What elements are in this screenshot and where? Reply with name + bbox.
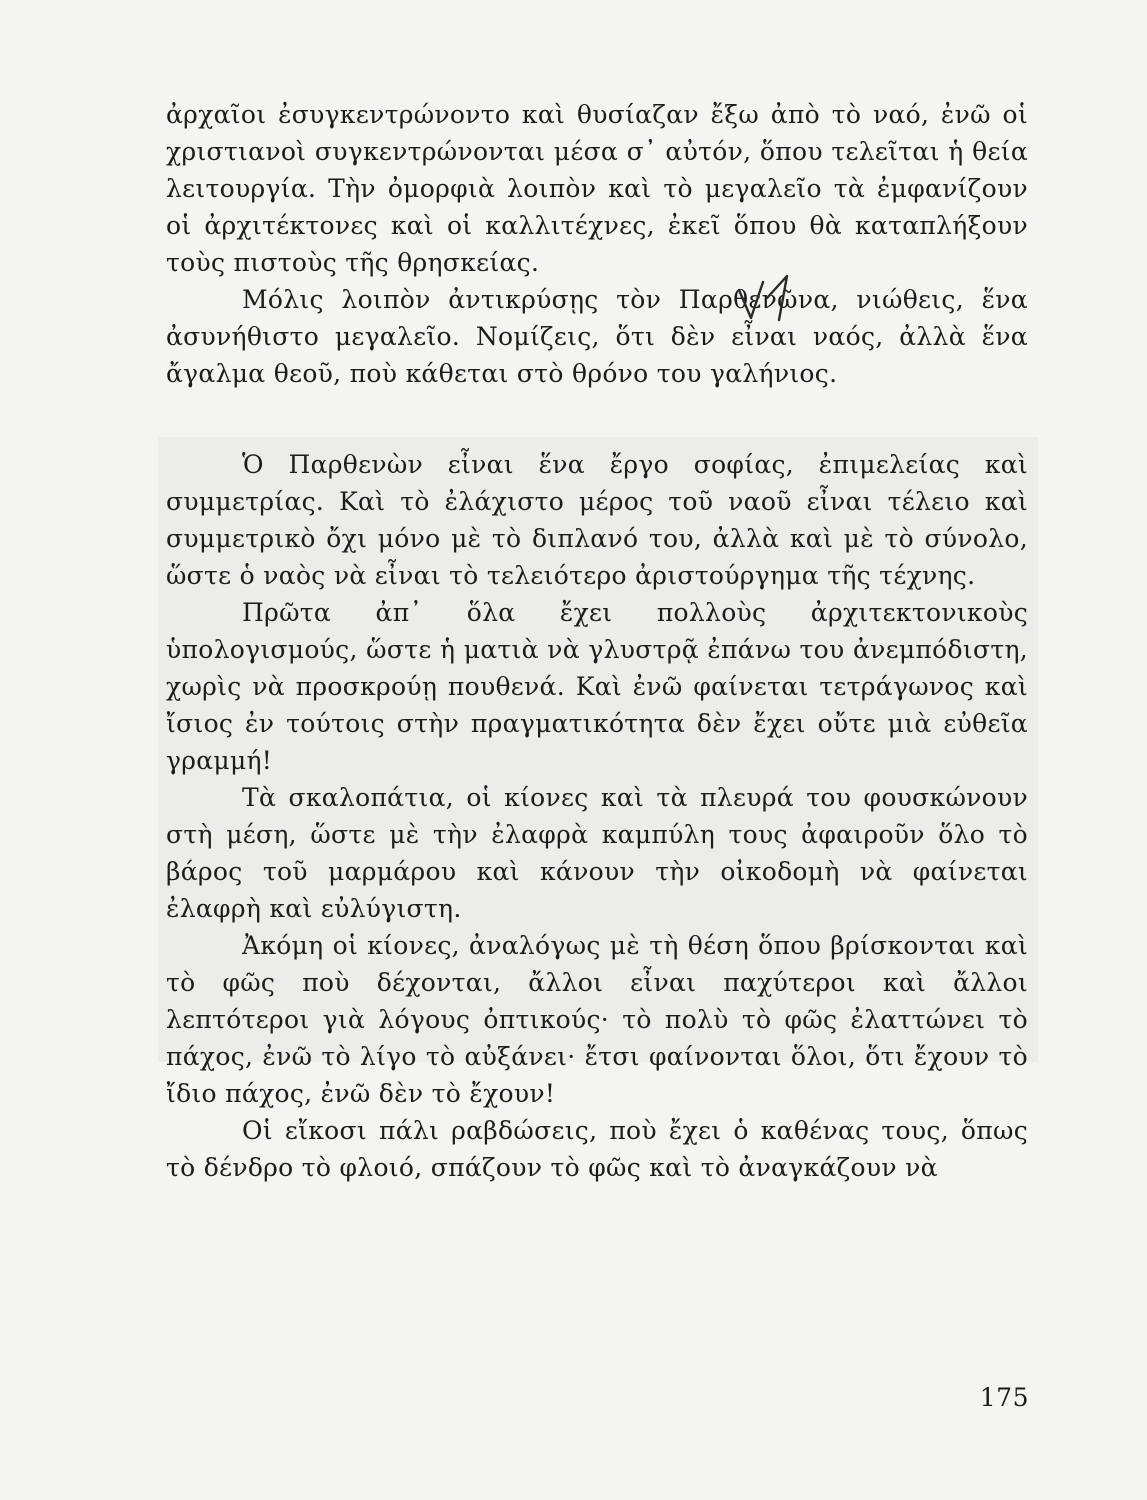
body-text bbox=[166, 96, 1028, 1186]
paragraph-4: Πρῶτα ἀπ᾽ ὅλα ἔχει πολλοὺς ἀρχιτεκτονικοὺς ὑπολογισμούς, ὥστε ἡ ματιὰ νὰ γλυστρᾷ ἐπάνω του ἀνεμπόδιστη, χωρὶς νὰ προσκρούῃ πουθενά. Καὶ ἐνῶ φαίνεται τετράγωνος καὶ ἴσιος ἐν τούτοις στὴν πραγματικότητα δὲν ἔχει οὔτε μιὰ εὐθεῖα γραμμή! bbox=[166, 598, 1028, 775]
paragraph-5: Τὰ σκαλοπάτια, οἱ κίονες καὶ τὰ πλευρά του φουσκώνουν στὴ μέση, ὥστε μὲ τὴν ἐλαφρὰ καμπύλη τους ἀφαιροῦν ὅλο τὸ βάρος τοῦ μαρμάρου καὶ κάνουν τὴν οἰκοδομὴ νὰ φαίνεται ἐλαφρὴ καὶ εὐλύγιστη. bbox=[166, 783, 1028, 923]
paragraph-7: Οἱ εἴκοσι πάλι ραβδώσεις, ποὺ ἔχει ὁ καθένας τους, ὅπως τὸ δένδρο τὸ φλοιό, σπάζουν τὸ φῶς καὶ τὸ ἀναγκάζουν νὰ bbox=[166, 1116, 1028, 1182]
paragraph-1: ἀρχαῖοι ἐσυγκεντρώνοντο καὶ θυσίαζαν ἔξω ἀπὸ τὸ ναό, ἐνῶ οἱ χριστιανοὶ συγκεντρώνονται μέσα σ᾽ αὐτόν, ὅπου τελεῖται ἡ θεία λειτουργία. Τὴν ὀμορφιὰ λοιπὸν καὶ τὸ μεγαλεῖο τὰ ἐμφανίζουν οἱ ἀρχιτέκτονες καὶ οἱ καλλιτέχνες, ἐκεῖ ὅπου θὰ καταπλήξουν τοὺς πιστοὺς τῆς θρησκείας. bbox=[166, 100, 1028, 277]
handwritten-check-mark bbox=[733, 268, 803, 328]
paragraph-2: Μόλις λοιπὸν ἀντικρύσῃς τὸν Παρθενῶνα, νιώθεις, ἕνα ἀσυνήθιστο μεγαλεῖο. Νομίζεις, ὅτι δὲν εἶναι ναός, ἀλλὰ ἕνα ἄγαλμα θεοῦ, ποὺ κάθεται στὸ θρόνο του γαλήνιος. bbox=[166, 285, 1028, 388]
paragraph-3: Ὁ Παρθενὼν εἶναι ἕνα ἔργο σοφίας, ἐπιμελείας καὶ συμμετρίας. Καὶ τὸ ἐλάχιστο μέρος τοῦ ναοῦ εἶναι τέλειο καὶ συμμετρικὸ ὄχι μόνο μὲ τὸ διπλανό του, ἀλλὰ καὶ μὲ τὸ σύνολο, ὥστε ὁ ναὸς νὰ εἶναι τὸ τελειότερο ἀριστούργημα τῆς τέχνης. bbox=[166, 450, 1028, 590]
page-number: 175 bbox=[979, 1383, 1029, 1412]
paragraph-6: Ἀκόμη οἱ κίονες, ἀναλόγως μὲ τὴ θέση ὅπου βρίσκονται καὶ τὸ φῶς ποὺ δέχονται, ἄλλοι εἶναι παχύτεροι καὶ ἄλλοι λεπτότεροι γιὰ λόγους ὀπτικούς· τὸ πολὺ τὸ φῶς ἐλαττώνει τὸ πάχος, ἐνῶ τὸ λίγο τὸ αὐξάνει· ἔτσι φαίνονται ὅλοι, ὅτι ἔχουν τὸ ἴδιο πάχος, ἐνῶ δὲν τὸ ἔχουν! bbox=[166, 931, 1028, 1108]
